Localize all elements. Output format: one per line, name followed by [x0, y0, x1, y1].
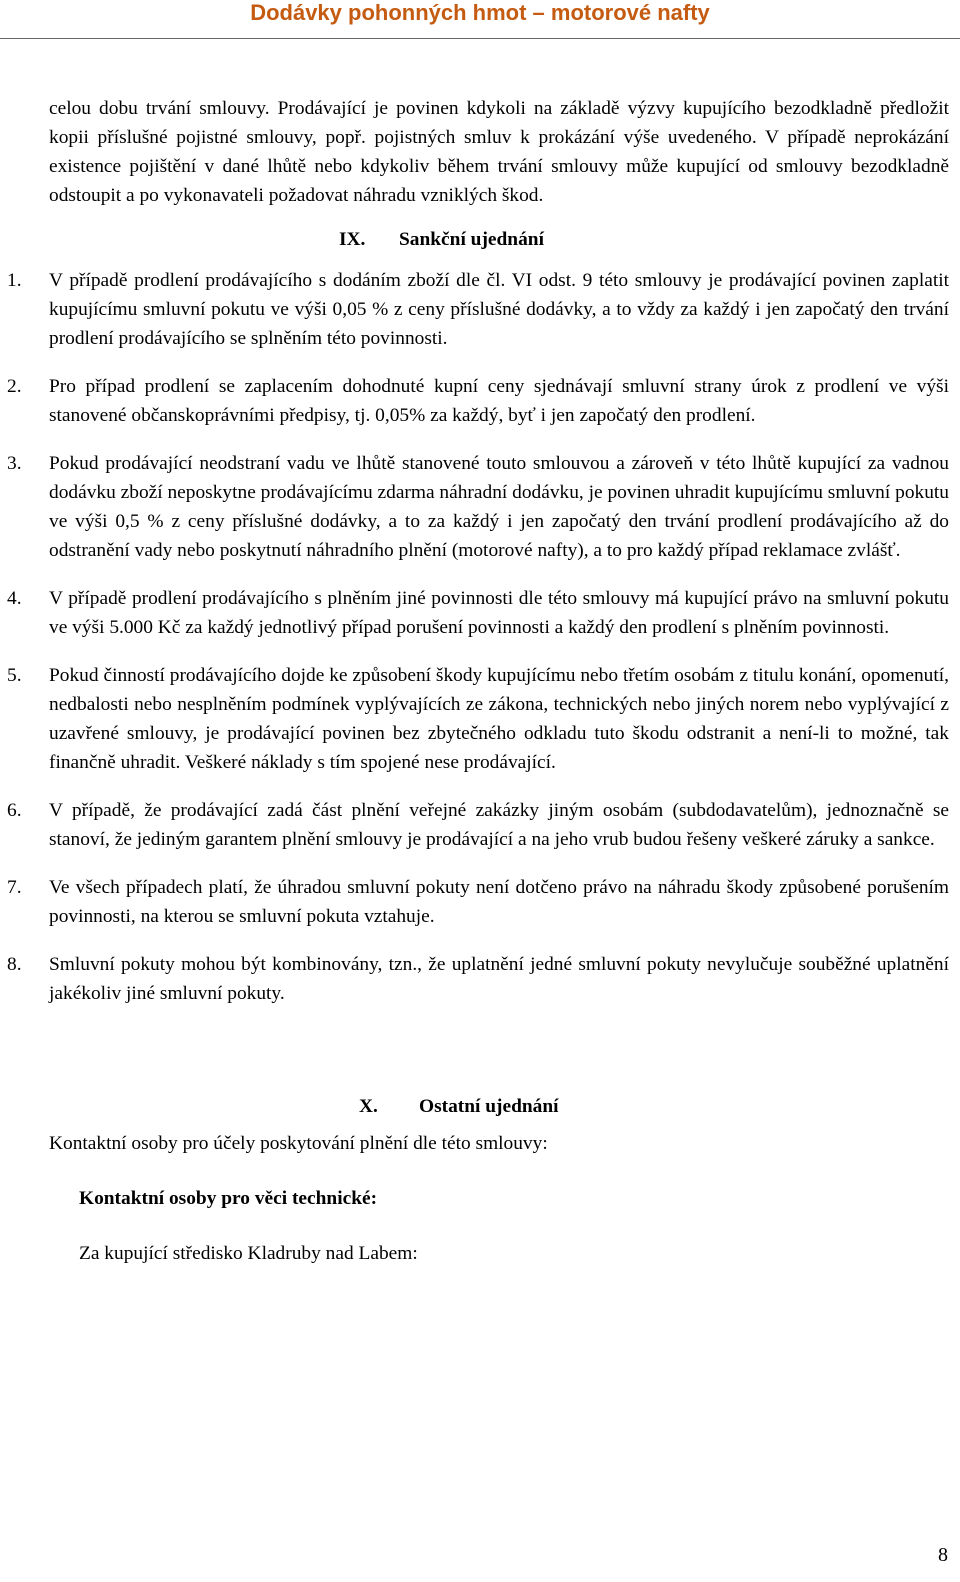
- list-item: [7, 449, 949, 565]
- item-number: 1.: [7, 270, 22, 291]
- page-number: 8: [938, 1544, 948, 1566]
- item-text: Pro případ prodlení se zaplacením dohodnuté kupní ceny sjednávají smluvní strany úrok z prodlení ve výši stanovené občanskoprávními předpisy, tj. 0,05% za každý, byť i jen započatý den prodlení.: [49, 376, 949, 426]
- document-body: [7, 94, 949, 1268]
- section-x-lead: Kontaktní osoby pro účely poskytování plnění dle této smlouvy:: [49, 1133, 548, 1154]
- technical-contacts-heading: Kontaktní osoby pro věci technické:: [79, 1188, 378, 1209]
- item-text: Smluvní pokuty mohou být kombinovány, tzn., že uplatnění jedné smluvní pokuty nevylučuje souběžné uplatnění jakékoliv jiné smluvní pokuty.: [49, 954, 949, 1004]
- item-number: 7.: [7, 877, 22, 898]
- list-item: [7, 372, 949, 430]
- section-x-number: X.: [359, 1096, 378, 1117]
- item-text: Pokud prodávající neodstraní vadu ve lhůtě stanovené touto smlouvou a zároveň v této lhůtě kupující za vadnou dodávku zboží neposkytne prodávajícímu zdarma náhradní dodávku, je povinen uhradit kupujícímu smluvní pokutu ve výši 0,5 % z ceny příslušné dodávky, a to za každý i jen započatý den trvání prodlení prodávajícího až do odstranění vady nebo poskytnutí náhradního plnění (motorové nafty), a to pro každý případ reklamace zvlášť.: [49, 453, 949, 561]
- item-number: 2.: [7, 376, 22, 397]
- list-item: [7, 661, 949, 777]
- section-ix-title: Sankční ujednání: [399, 229, 544, 250]
- item-number: 5.: [7, 665, 22, 686]
- list-item: [7, 584, 949, 642]
- list-item: [7, 873, 949, 931]
- buyer-contact-line: Za kupující středisko Kladruby nad Labem:: [79, 1243, 418, 1264]
- list-item: [7, 950, 949, 1008]
- section-ix-number: IX.: [339, 229, 366, 250]
- header-divider: [0, 38, 960, 39]
- section-x-title: Ostatní ujednání: [419, 1096, 559, 1117]
- item-number: 3.: [7, 453, 22, 474]
- section-ix-items: [7, 266, 949, 1008]
- item-number: 6.: [7, 800, 22, 821]
- section-x-heading: [49, 1092, 949, 1121]
- list-item: [7, 266, 949, 353]
- item-text: V případě prodlení prodávajícího s dodáním zboží dle čl. VI odst. 9 této smlouvy je prodávající povinen zaplatit kupujícímu smluvní pokutu ve výši 0,05 % z ceny příslušné dodávky, a to vždy za každý i jen započatý den trvání prodlení prodávajícího se splněním této povinnosti.: [49, 270, 949, 349]
- section-ix-heading: [49, 225, 949, 254]
- item-number: 8.: [7, 954, 22, 975]
- page-header: [0, 0, 960, 48]
- list-item: [7, 796, 949, 854]
- item-text: Pokud činností prodávajícího dojde ke způsobení škody kupujícímu nebo třetím osobám z titulu konání, opomenutí, nedbalosti nebo nesplněním podmínek vyplývajících ze zákona, technických nebo jiných norem nebo vyplývající z uzavřené smlouvy, je prodávající povinen bez zbytečného odkladu tuto škodu odstranit a není-li to možné, tak finančně uhradit. Veškeré náklady s tím spojené nese prodávající.: [49, 665, 949, 773]
- document-title: Dodávky pohonných hmot – motorové nafty: [250, 0, 710, 25]
- item-text: Ve všech případech platí, že úhradou smluvní pokuty není dotčeno právo na náhradu škody způsobené porušením povinnosti, na kterou se smluvní pokuta vztahuje.: [49, 877, 949, 927]
- item-text: V případě prodlení prodávajícího s plněním jiné povinnosti dle této smlouvy má kupující právo na smluvní pokutu ve výši 5.000 Kč za každý jednotlivý případ porušení povinnosti a každý den prodlení s plněním povinnosti.: [49, 588, 949, 638]
- item-text: V případě, že prodávající zadá část plnění veřejné zakázky jiným osobám (subdodavatelům), jednoznačně se stanoví, že jediným garantem plnění smlouvy je prodávající a na jeho vrub budou řešeny veškeré záruky a sankce.: [49, 800, 949, 850]
- intro-paragraph: celou dobu trvání smlouvy. Prodávající je povinen kdykoli na základě výzvy kupujícího bezodkladně předložit kopii příslušné pojistné smlouvy, popř. pojistných smluv k prokázání výše uvedeného. V případě neprokázání existence pojištění v dané lhůtě nebo kdykoliv během trvání smlouvy může kupující od smlouvy bezodkladně odstoupit a po vykonavateli požadovat náhradu vzniklých škod.: [49, 98, 949, 206]
- item-number: 4.: [7, 588, 22, 609]
